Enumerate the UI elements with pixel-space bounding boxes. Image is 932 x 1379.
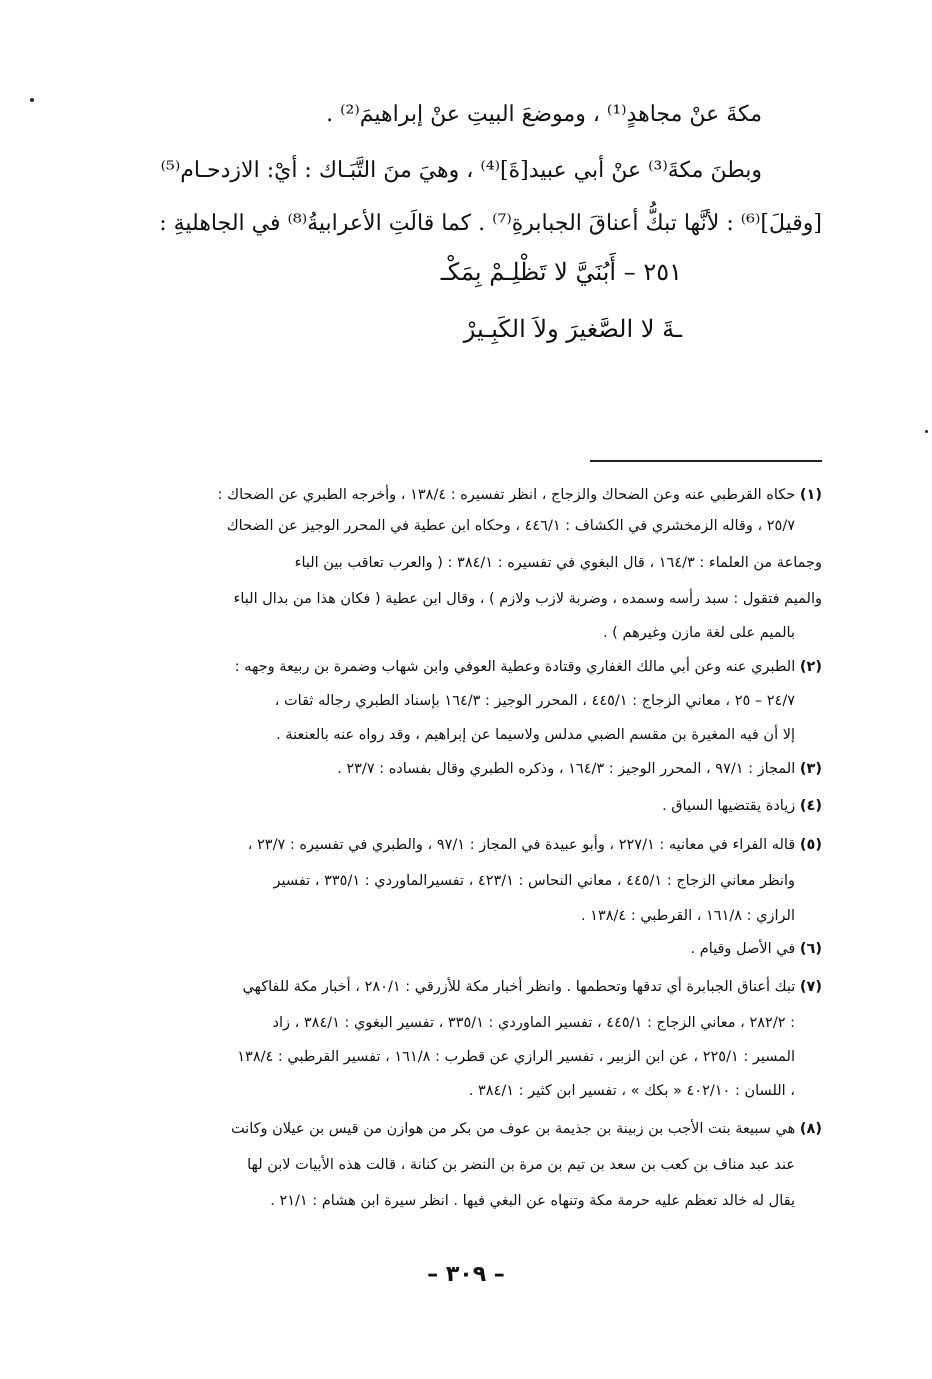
page-number: – ٣٠٩ – [427,1262,505,1287]
footnote-number: (٢) [799,659,822,675]
footnote-separator [590,460,822,462]
footnote-number: (٦) [799,941,822,957]
main-text-line-1: مكةَ عنْ مجاهدٍ⁽¹⁾ ، وموضعَ البيتِ عنْ إبراهيمَ⁽²⁾ . [326,102,762,127]
footnote-text: هي سبيعة بنت الأجب بن زبينة بن جذيمة بن عوف من بكر من هوازن من قيس بن عيلان وكانت [230,1121,796,1137]
footnote-number: (٣) [799,761,822,777]
footnote-number: (٥) [799,837,822,853]
footnote-3 [337,758,822,780]
footnote-5-line-2: وانظر معاني الزجاج : ٤٤٥/١ ، معاني النحاس : ٤٢٣/١ ، تفسيرالماوردي : ٣٣٥/١ ، تفسير [273,873,795,889]
footnote-number: (٤) [799,798,822,814]
footnote-2-line-2: ٢٤/٧ – ٢٥ ، معاني الزجاج : ٤٤٥/١ ، المحرر الوجيز : ١٦٤/٣ بإسناد الطبري رجاله ثقات ، [274,693,795,709]
footnote-number: (١) [799,487,822,503]
footnote-8-line-2: عند عبد مناف بن كعب بن سعد بن تيم بن مرة بن النضر بن كنانة ، قالت هذه الأبيات لابن لها [247,1157,795,1173]
footnote-1-line-5: بالميم على لغة مازن وغيرهم ) . [602,625,795,641]
footnote-text: في الأصل وقيام . [690,941,796,957]
footnote-1 [218,484,822,506]
footnote-2-line-3: إلا أن فيه المغيرة بن مقسم الضبي مدلس ولاسيما عن إبراهيم ، وقد رواه عنه بالعنعنة . [276,727,795,743]
footnote-1-line-4: والميم فتقول : سبد رأسه وسمده ، وضربة لازب ولازم ) ، وقال ابن عطية ( فكان هذا من بدال الباء [233,591,822,607]
footnote-8 [231,1118,822,1140]
footnote-number: (٨) [799,1121,822,1137]
footnote-text: قاله الفراء في معانيه : ٢٢٧/١ ، وأبو عبيدة في المجاز : ٩٧/١ ، والطبري في تفسيره : ٢٣/٧ ، [247,837,796,853]
footnote-7-line-2: : ٢٨٢/٢ ، معاني الزجاج : ٤٤٥/١ ، تفسير الماوردي : ٣٣٥/١ ، تفسير البغوي : ٣٨٤/١ ، زاد [272,1015,795,1031]
footnote-6 [691,938,823,960]
footnote-text: زيادة يقتضيها السياق . [662,798,796,814]
verse-line-1: ٢٥١ – أَبُنَيَّ لا تَظْلِـمْ بِمَكْـ [440,258,682,286]
scan-speck [925,430,928,433]
scan-speck [30,98,34,102]
footnote-7-line-4: ، اللسان : ٤٠٢/١٠ « بكك » ، تفسير ابن كثير : ٣٨٤/١ . [468,1083,795,1099]
footnote-text: تبك أعناق الجبابرة أي تدقها وتحطمها . وانظر أخبار مكة للأزرقي : ٢٨٠/١ ، أخبار مكة للفاكهي [242,979,796,995]
footnote-text: حكاه القرطبي عنه وعن الضحاك والزجاج ، انظر تفسيره : ١٣٨/٤ ، وأخرجه الطبري عن الضحاك : [217,487,796,503]
main-text-line-2: وبطنَ مكةَ⁽³⁾ عنْ أبي عبيد[ةَ]⁽⁴⁾ ، وهيَ منَ التَّبَـاك : أيْ: الازدحـام⁽⁵⁾ [160,158,762,183]
footnote-2 [235,656,822,678]
verse-line-2: ـةَ لا الصَّغيرَ ولاَ الكَبِـيرْ [463,315,682,343]
main-text-line-3: [وقيلَ]⁽⁶⁾ : لأنَّها تبكُّ أعناقَ الجبابرةِ⁽⁷⁾ . كما قالَتِ الأعرابيةُ⁽⁸⁾ في الجاهليةِ : [159,211,822,236]
footnote-5-line-3: الرازي : ١٦١/٨ ، القرطبي : ١٣٨/٤ . [580,908,795,924]
footnote-text: المجاز : ٩٧/١ ، المحرر الوجيز : ١٦٤/٣ ، وذكره الطبري وقال بفساده : ٢٣/٧ . [337,761,796,777]
footnote-8-line-3: يقال له خالد تعظم عليه حرمة مكة وتنهاه عن البغي فيها . انظر سيرة ابن هشام : ٢١/١ . [270,1193,795,1209]
footnote-1-line-2: ٢٥/٧ ، وقاله الزمخشري في الكشاف : ٤٤٦/١ ، وحكاه ابن عطية في المحرر الوجيز عن الضحاك [226,518,795,534]
footnote-4 [662,795,822,817]
footnote-1-line-3: وجماعة من العلماء : ١٦٤/٣ ، قال البغوي في تفسيره : ٣٨٤/١ : ( والعرب تعاقب بين الباء [294,555,822,571]
footnote-number: (٧) [799,979,822,995]
footnote-text: الطبري عنه وعن أبي مالك الغفاري وقتادة وعطية العوفي وابن شهاب وضمرة بن ربيعة وجهه : [234,659,796,675]
footnote-7 [242,976,822,998]
footnote-7-line-3: المسير : ٢٢٥/١ ، عن ابن الزبير ، تفسير الرازي عن قطرب : ١٦١/٨ ، تفسير القرطبي : ١٣٨/٤ [237,1049,795,1065]
footnote-5 [248,834,822,856]
